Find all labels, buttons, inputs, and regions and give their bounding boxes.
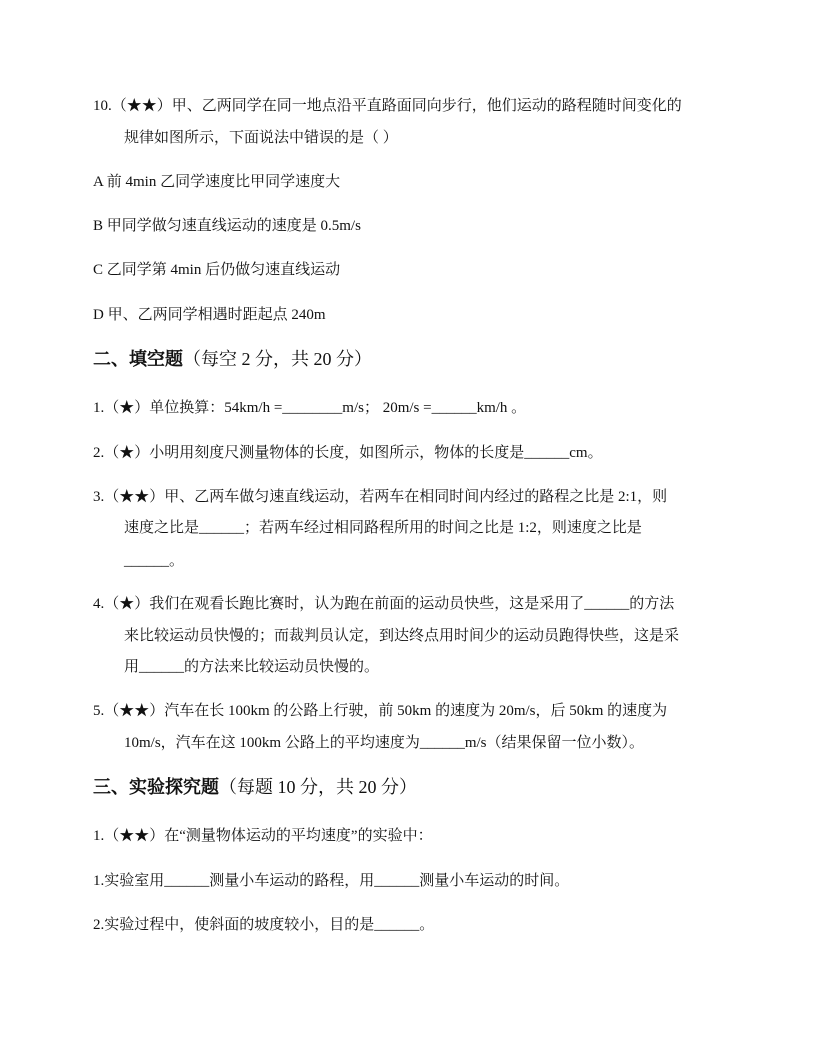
section-2-title: 二、填空题 bbox=[93, 349, 183, 369]
question-10-line-2: 规律如图所示，下面说法中错误的是（ ） bbox=[124, 130, 398, 146]
experiment-question-1: 1.（★★）在“测量物体运动的平均速度”的实验中： bbox=[93, 828, 433, 844]
section-3-score: （每题 10 分，共 20 分） bbox=[219, 777, 417, 797]
question-10-line-1: 10.（★★）甲、乙两同学在同一地点沿平直路面同向步行，他们运动的路程随时间变化的 bbox=[93, 98, 682, 114]
fill-question-5-line-2: 10m/s，汽车在这 100km 公路上的平均速度为______m/s（结果保留一位小数）。 bbox=[124, 735, 645, 751]
fill-question-1: 1.（★）单位换算：54km/h =________m/s； 20m/s =______km/h 。 bbox=[93, 400, 527, 416]
question-10-option-a: A 前 4min 乙同学速度比甲同学速度大 bbox=[93, 174, 341, 190]
fill-question-5-line-1: 5.（★★）汽车在长 100km 的公路上行驶，前 50km 的速度为 20m/s，后 50km 的速度为 bbox=[93, 703, 668, 719]
experiment-question-1-part-1: 1.实验室用______测量小车运动的路程，用______测量小车运动的时间。 bbox=[93, 873, 570, 889]
section-3-title: 三、实验探究题 bbox=[93, 777, 219, 797]
fill-question-4-line-2: 来比较运动员快慢的；而裁判员认定，到达终点用时间少的运动员跑得快些，这是采 bbox=[124, 628, 680, 644]
section-2-score: （每空 2 分，共 20 分） bbox=[183, 349, 372, 369]
fill-question-4-line-3: 用______的方法来比较运动员快慢的。 bbox=[124, 659, 380, 675]
section-3-heading bbox=[93, 775, 417, 799]
fill-question-2: 2.（★）小明用刻度尺测量物体的长度，如图所示，物体的长度是______cm。 bbox=[93, 445, 603, 461]
fill-question-3-line-3: ______。 bbox=[124, 553, 185, 569]
fill-question-4-line-1: 4.（★）我们在观看长跑比赛时，认为跑在前面的运动员快些，这是采用了______的方法 bbox=[93, 596, 675, 612]
experiment-question-1-part-2: 2.实验过程中，使斜面的坡度较小，目的是______。 bbox=[93, 917, 435, 933]
question-10-option-c: C 乙同学第 4min 后仍做匀速直线运动 bbox=[93, 262, 341, 278]
fill-question-3-line-2: 速度之比是______；若两车经过相同路程所用的时间之比是 1:2，则速度之比是 bbox=[124, 520, 642, 536]
section-2-heading bbox=[93, 347, 372, 371]
fill-question-3-line-1: 3.（★★）甲、乙两车做匀速直线运动，若两车在相同时间内经过的路程之比是 2:1，则 bbox=[93, 489, 668, 505]
question-10-option-b: B 甲同学做匀速直线运动的速度是 0.5m/s bbox=[93, 218, 361, 234]
question-10-option-d: D 甲、乙两同学相遇时距起点 240m bbox=[93, 307, 326, 323]
